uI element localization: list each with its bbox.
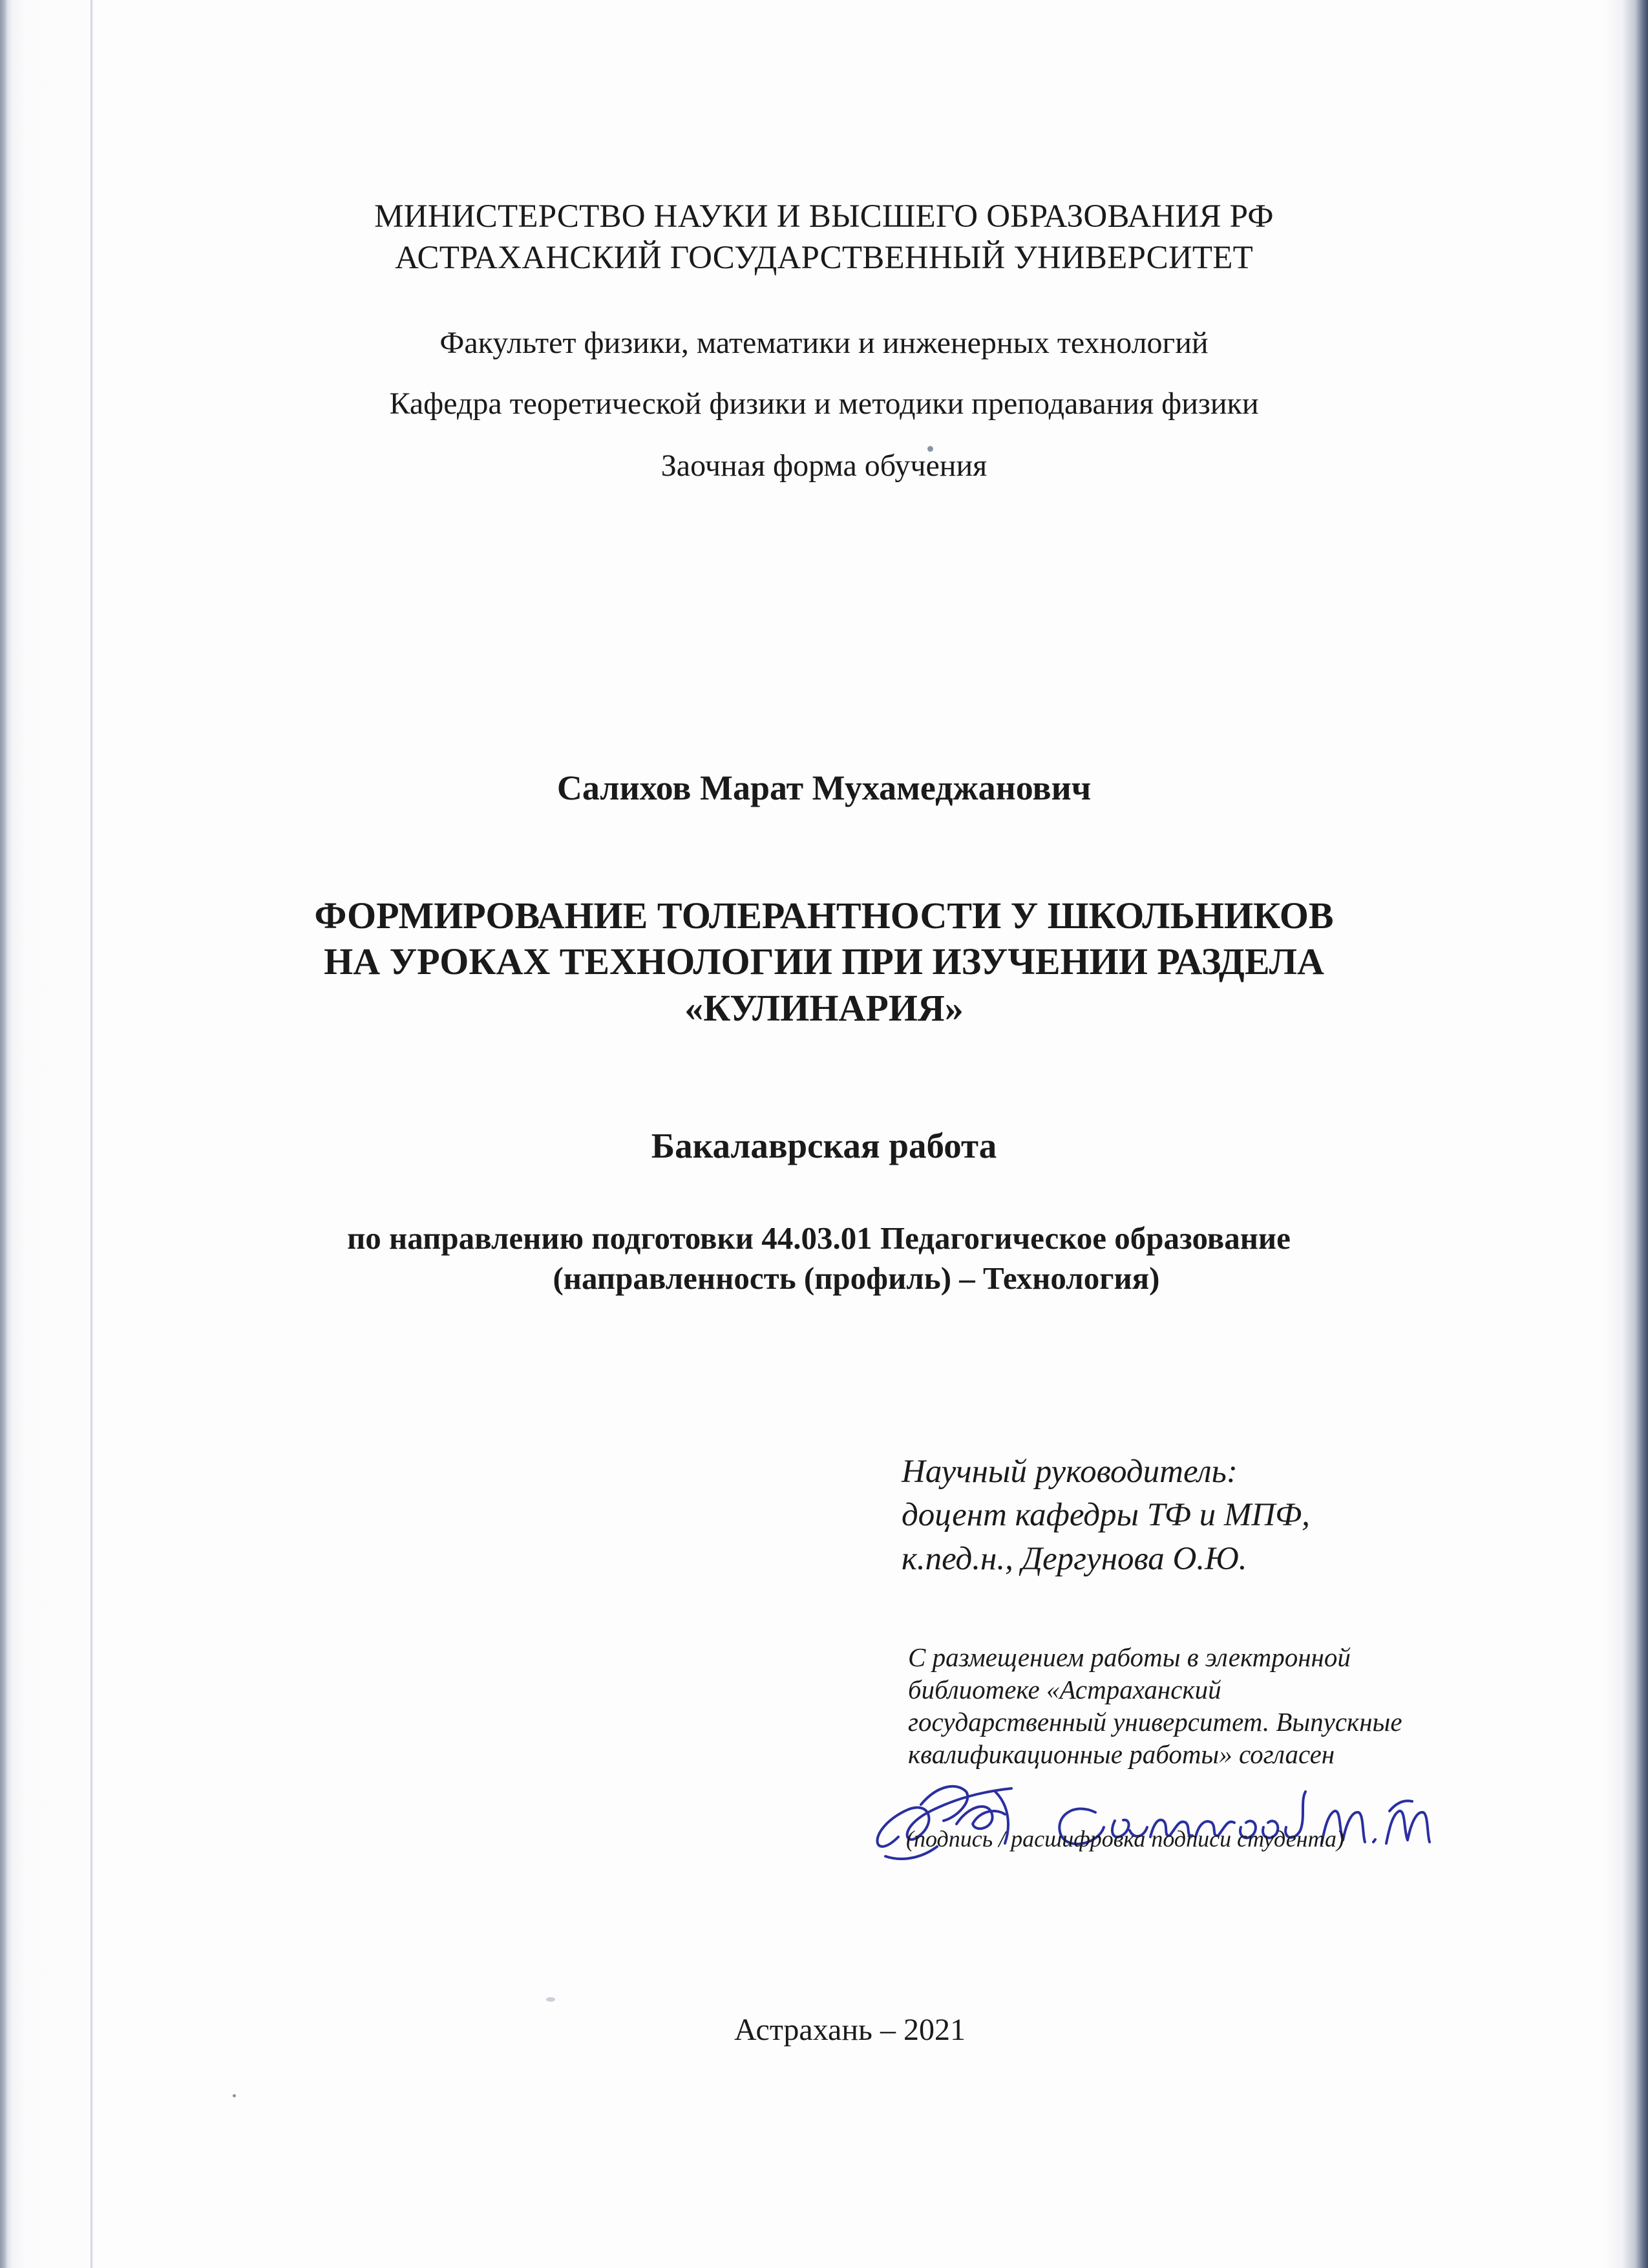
author-name: Салихов Марат Мухамеджанович [556, 768, 1092, 807]
work-type: Бакалаврская работа [651, 1126, 997, 1165]
study-form: Заочная форма обучения [660, 449, 988, 483]
ministry-name: МИНИСТЕРСТВО НАУКИ И ВЫСШЕГО ОБРАЗОВАНИЯ РФ [374, 198, 1274, 235]
department-name: Кафедра теоретической физики и методики преподавания физики [389, 387, 1259, 421]
city-year: Астрахань – 2021 [734, 2013, 966, 2047]
thesis-title-line-3: «КУЛИНАРИЯ» [684, 987, 964, 1029]
scan-speck [546, 1997, 555, 2002]
consent-line-2: библиотеке «Астраханский [908, 1675, 1221, 1704]
thesis-title-line-2: НА УРОКАХ ТЕХНОЛОГИИ ПРИ ИЗУЧЕНИИ РАЗДЕЛА [324, 940, 1324, 982]
consent-line-4: квалификационные работы» согласен [908, 1739, 1335, 1769]
university-name: АСТРАХАНСКИЙ ГОСУДАРСТВЕННЫЙ УНИВЕРСИТЕТ [395, 240, 1253, 276]
supervisor-position: доцент кафедры ТФ и МПФ, [902, 1497, 1310, 1533]
study-direction: по направлению подготовки 44.03.01 Педагогическое образование [347, 1220, 1291, 1256]
consent-line-1: С размещением работы в электронной [908, 1642, 1351, 1672]
supervisor-label: Научный руководитель: [902, 1454, 1238, 1490]
faculty-name: Факультет физики, математики и инженерных технологий [439, 326, 1209, 360]
student-signature [860, 1766, 1435, 1876]
consent-line-3: государственный университет. Выпускные [908, 1707, 1402, 1737]
thesis-title-line-1: ФОРМИРОВАНИЕ ТОЛЕРАНТНОСТИ У ШКОЛЬНИКОВ [314, 895, 1334, 937]
supervisor-name: к.пед.н., Дергунова О.Ю. [902, 1541, 1247, 1577]
scan-speck [233, 2094, 236, 2097]
signature-caption: (подпись / расшифровка подписи студента) [906, 1826, 1344, 1852]
study-profile: (направленность (профиль) – Технология) [553, 1260, 1160, 1296]
